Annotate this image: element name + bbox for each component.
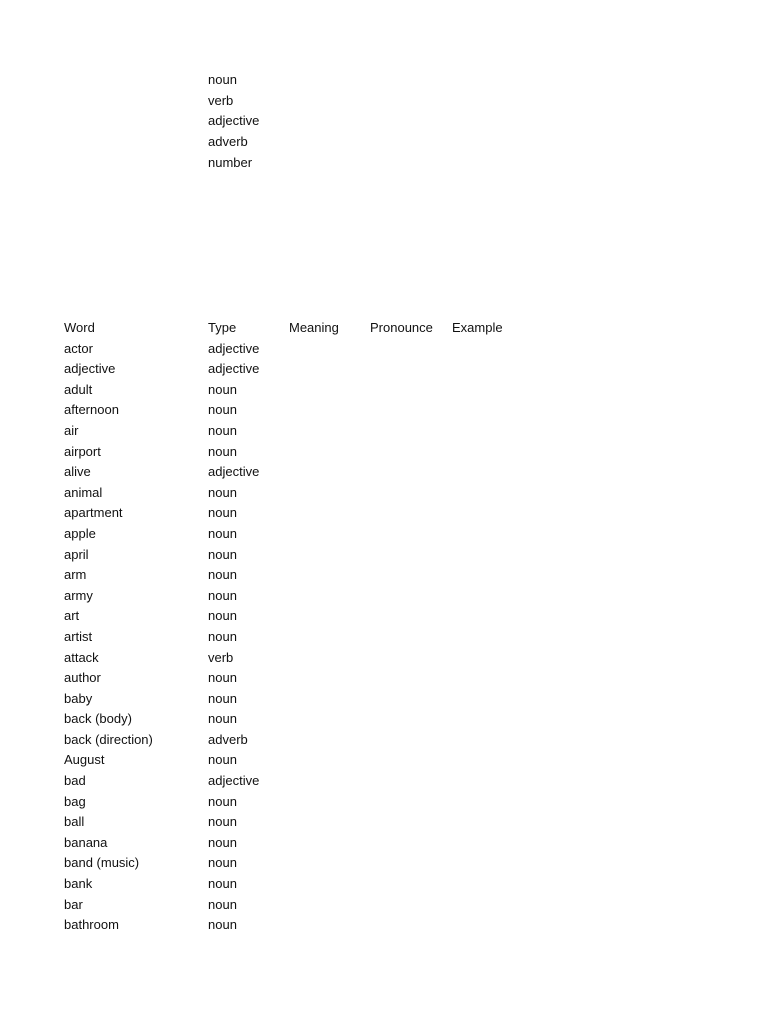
cell-type: adjective bbox=[208, 464, 260, 480]
table-row bbox=[64, 627, 532, 648]
table-row bbox=[64, 503, 532, 524]
cell-meaning bbox=[289, 915, 370, 936]
table-header-row bbox=[64, 318, 532, 339]
table-body bbox=[64, 339, 532, 936]
table-row bbox=[64, 586, 532, 607]
cell-meaning bbox=[289, 895, 370, 916]
cell-example bbox=[452, 730, 532, 751]
cell-meaning bbox=[289, 400, 370, 421]
cell-word: band (music) bbox=[64, 855, 140, 871]
cell-meaning bbox=[289, 730, 370, 751]
cell-word: bar bbox=[64, 896, 83, 912]
cell-pronounce bbox=[370, 812, 452, 833]
cell-pronounce bbox=[370, 689, 452, 710]
word-type-item: adjective bbox=[208, 113, 260, 129]
cell-word: actor bbox=[64, 340, 93, 356]
cell-example bbox=[452, 359, 532, 380]
cell-meaning bbox=[289, 812, 370, 833]
cell-type: noun bbox=[208, 711, 237, 727]
header-pronounce: Pronounce bbox=[370, 320, 433, 335]
table-row bbox=[64, 689, 532, 710]
cell-type: noun bbox=[208, 752, 237, 768]
cell-word: banana bbox=[64, 834, 108, 850]
cell-pronounce bbox=[370, 648, 452, 669]
cell-meaning bbox=[289, 750, 370, 771]
cell-pronounce bbox=[370, 359, 452, 380]
cell-type: noun bbox=[208, 814, 237, 830]
cell-example bbox=[452, 400, 532, 421]
table-row bbox=[64, 874, 532, 895]
table-row bbox=[64, 730, 532, 751]
table-row bbox=[64, 380, 532, 401]
cell-meaning bbox=[289, 339, 370, 360]
cell-meaning bbox=[289, 853, 370, 874]
cell-word: animal bbox=[64, 484, 103, 500]
cell-type: noun bbox=[208, 855, 237, 871]
cell-type: noun bbox=[208, 443, 237, 459]
table-row bbox=[64, 606, 532, 627]
cell-type: noun bbox=[208, 834, 237, 850]
word-type-item: number bbox=[208, 154, 253, 170]
cell-word: bathroom bbox=[64, 917, 119, 933]
cell-word: april bbox=[64, 546, 89, 562]
cell-example bbox=[452, 565, 532, 586]
cell-example bbox=[452, 812, 532, 833]
cell-pronounce bbox=[370, 442, 452, 463]
cell-type: noun bbox=[208, 546, 237, 562]
cell-example bbox=[452, 792, 532, 813]
table-row bbox=[64, 400, 532, 421]
cell-meaning bbox=[289, 380, 370, 401]
cell-type: noun bbox=[208, 670, 237, 686]
cell-meaning bbox=[289, 565, 370, 586]
table-row bbox=[64, 812, 532, 833]
cell-meaning bbox=[289, 833, 370, 854]
cell-type: noun bbox=[208, 896, 237, 912]
cell-pronounce bbox=[370, 586, 452, 607]
cell-type: noun bbox=[208, 793, 237, 809]
cell-example bbox=[452, 586, 532, 607]
cell-word: artist bbox=[64, 628, 93, 644]
cell-word: alive bbox=[64, 464, 91, 480]
cell-type: adjective bbox=[208, 773, 260, 789]
cell-example bbox=[452, 833, 532, 854]
table-row bbox=[64, 915, 532, 936]
cell-word: army bbox=[64, 587, 93, 603]
cell-meaning bbox=[289, 606, 370, 627]
cell-word: author bbox=[64, 670, 101, 686]
cell-pronounce bbox=[370, 524, 452, 545]
table-row bbox=[64, 771, 532, 792]
cell-pronounce bbox=[370, 545, 452, 566]
cell-pronounce bbox=[370, 853, 452, 874]
cell-word: ball bbox=[64, 814, 85, 830]
cell-example bbox=[452, 524, 532, 545]
cell-meaning bbox=[289, 668, 370, 689]
table-row bbox=[64, 339, 532, 360]
cell-pronounce bbox=[370, 730, 452, 751]
cell-type: noun bbox=[208, 402, 237, 418]
cell-pronounce bbox=[370, 462, 452, 483]
cell-example bbox=[452, 648, 532, 669]
cell-pronounce bbox=[370, 895, 452, 916]
cell-pronounce bbox=[370, 709, 452, 730]
cell-pronounce bbox=[370, 874, 452, 895]
cell-word: attack bbox=[64, 649, 99, 665]
table-row bbox=[64, 421, 532, 442]
word-type-item: adverb bbox=[208, 134, 248, 150]
cell-word: afternoon bbox=[64, 402, 119, 418]
cell-example bbox=[452, 380, 532, 401]
cell-meaning bbox=[289, 421, 370, 442]
cell-word: apartment bbox=[64, 505, 123, 521]
cell-example bbox=[452, 689, 532, 710]
cell-meaning bbox=[289, 503, 370, 524]
cell-word: apple bbox=[64, 525, 96, 541]
cell-example bbox=[452, 421, 532, 442]
table-row bbox=[64, 853, 532, 874]
cell-pronounce bbox=[370, 915, 452, 936]
cell-type: noun bbox=[208, 917, 237, 933]
cell-type: noun bbox=[208, 505, 237, 521]
word-type-item: verb bbox=[208, 92, 234, 108]
table-row bbox=[64, 895, 532, 916]
cell-type: noun bbox=[208, 587, 237, 603]
cell-word: back (body) bbox=[64, 711, 132, 727]
cell-example bbox=[452, 503, 532, 524]
cell-word: air bbox=[64, 422, 79, 438]
table-row bbox=[64, 565, 532, 586]
cell-meaning bbox=[289, 586, 370, 607]
header-example: Example bbox=[452, 320, 503, 335]
header-type: Type bbox=[208, 320, 237, 335]
cell-example bbox=[452, 442, 532, 463]
cell-word: arm bbox=[64, 567, 87, 583]
cell-pronounce bbox=[370, 400, 452, 421]
table-row bbox=[64, 750, 532, 771]
cell-type: noun bbox=[208, 628, 237, 644]
header-word: Word bbox=[64, 320, 95, 335]
cell-example bbox=[452, 339, 532, 360]
cell-pronounce bbox=[370, 750, 452, 771]
table-row bbox=[64, 442, 532, 463]
cell-type: noun bbox=[208, 608, 237, 624]
cell-meaning bbox=[289, 359, 370, 380]
cell-example bbox=[452, 668, 532, 689]
cell-meaning bbox=[289, 545, 370, 566]
cell-type: verb bbox=[208, 649, 234, 665]
vocabulary-table bbox=[64, 318, 532, 936]
cell-example bbox=[452, 853, 532, 874]
cell-meaning bbox=[289, 709, 370, 730]
cell-pronounce bbox=[370, 771, 452, 792]
cell-pronounce bbox=[370, 565, 452, 586]
cell-pronounce bbox=[370, 380, 452, 401]
cell-pronounce bbox=[370, 339, 452, 360]
cell-type: noun bbox=[208, 422, 237, 438]
cell-type: adjective bbox=[208, 361, 260, 377]
table-row bbox=[64, 462, 532, 483]
cell-meaning bbox=[289, 442, 370, 463]
cell-meaning bbox=[289, 771, 370, 792]
cell-pronounce bbox=[370, 833, 452, 854]
table-row bbox=[64, 648, 532, 669]
cell-meaning bbox=[289, 689, 370, 710]
table-row bbox=[64, 792, 532, 813]
cell-word: bag bbox=[64, 793, 86, 809]
cell-meaning bbox=[289, 792, 370, 813]
cell-word: baby bbox=[64, 690, 93, 706]
cell-example bbox=[452, 874, 532, 895]
cell-type: noun bbox=[208, 876, 237, 892]
cell-meaning bbox=[289, 627, 370, 648]
cell-type: adverb bbox=[208, 731, 248, 747]
cell-pronounce bbox=[370, 792, 452, 813]
cell-pronounce bbox=[370, 668, 452, 689]
cell-word: back (direction) bbox=[64, 731, 153, 747]
cell-meaning bbox=[289, 874, 370, 895]
cell-type: noun bbox=[208, 484, 237, 500]
cell-example bbox=[452, 915, 532, 936]
cell-word: adjective bbox=[64, 361, 116, 377]
cell-example bbox=[452, 545, 532, 566]
cell-word: airport bbox=[64, 443, 101, 459]
table-row bbox=[64, 833, 532, 854]
cell-type: adjective bbox=[208, 340, 260, 356]
cell-meaning bbox=[289, 524, 370, 545]
table-row bbox=[64, 668, 532, 689]
cell-type: noun bbox=[208, 567, 237, 583]
table-row bbox=[64, 545, 532, 566]
header-meaning: Meaning bbox=[289, 320, 339, 335]
table-row bbox=[64, 359, 532, 380]
cell-pronounce bbox=[370, 483, 452, 504]
cell-example bbox=[452, 771, 532, 792]
cell-example bbox=[452, 462, 532, 483]
cell-example bbox=[452, 750, 532, 771]
cell-pronounce bbox=[370, 627, 452, 648]
cell-type: noun bbox=[208, 525, 237, 541]
cell-example bbox=[452, 483, 532, 504]
cell-word: August bbox=[64, 752, 105, 768]
word-type-list bbox=[208, 70, 259, 173]
cell-word: bank bbox=[64, 876, 93, 892]
cell-word: adult bbox=[64, 381, 93, 397]
cell-word: bad bbox=[64, 773, 86, 789]
cell-word: art bbox=[64, 608, 80, 624]
cell-meaning bbox=[289, 648, 370, 669]
word-type-item: noun bbox=[208, 72, 237, 87]
cell-example bbox=[452, 709, 532, 730]
cell-pronounce bbox=[370, 421, 452, 442]
cell-pronounce bbox=[370, 503, 452, 524]
cell-meaning bbox=[289, 462, 370, 483]
cell-type: noun bbox=[208, 690, 237, 706]
table-row bbox=[64, 524, 532, 545]
table-row bbox=[64, 709, 532, 730]
table-row bbox=[64, 483, 532, 504]
cell-type: noun bbox=[208, 381, 237, 397]
cell-meaning bbox=[289, 483, 370, 504]
cell-example bbox=[452, 627, 532, 648]
cell-pronounce bbox=[370, 606, 452, 627]
cell-example bbox=[452, 895, 532, 916]
cell-example bbox=[452, 606, 532, 627]
